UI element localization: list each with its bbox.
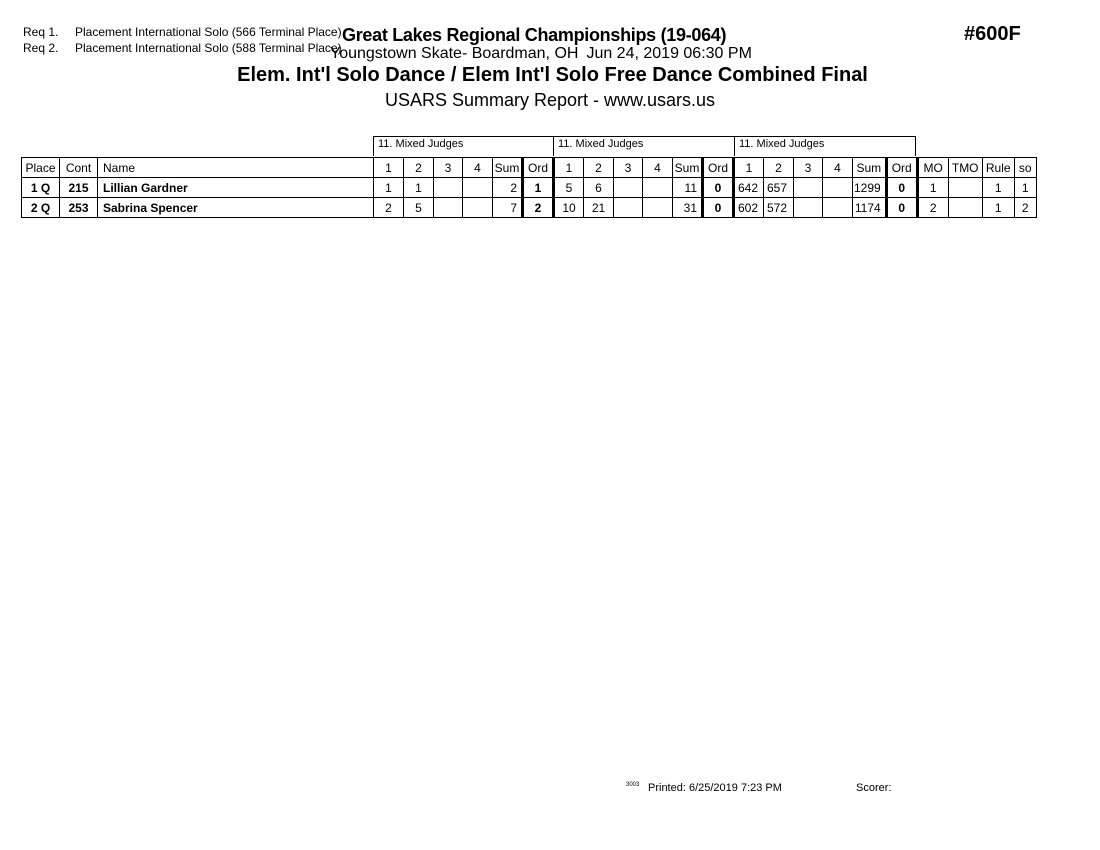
p3-sum-cell: 1299 xyxy=(853,178,887,198)
p1-judge-2-cell: 5 xyxy=(404,198,434,218)
p2-judge-3-cell xyxy=(614,178,643,198)
header-p1-judge-3: 3 xyxy=(434,158,463,178)
printed-timestamp: Printed: 6/25/2019 7:23 PM xyxy=(648,782,782,794)
footer-code: 3003 xyxy=(626,782,640,788)
report-name: USARS Summary Report - www.usars.us xyxy=(384,90,716,110)
table-header-row xyxy=(22,158,1037,178)
venue: Youngstown Skate- Boardman, OH xyxy=(330,45,579,62)
header-p2-judge-4: 4 xyxy=(643,158,673,178)
header-p3-sum: Sum xyxy=(853,158,887,178)
p3-sum-cell: 1174 xyxy=(853,198,887,218)
p1-sum-cell: 2 xyxy=(493,178,523,198)
header-place: Place xyxy=(22,158,60,178)
p1-judge-3-cell xyxy=(434,198,463,218)
p3-judge-1-cell: 602 xyxy=(734,198,764,218)
header-rule: Rule xyxy=(982,158,1014,178)
requirement-text: Placement International Solo (588 Terminal Place) xyxy=(75,41,342,55)
judge-panel-header-3: 11. Mixed Judges xyxy=(734,136,916,156)
header-p1-sum: Sum xyxy=(493,158,523,178)
header-tmo: TMO xyxy=(948,158,982,178)
p3-ord-cell: 0 xyxy=(886,178,917,198)
rule-cell: 1 xyxy=(982,178,1014,198)
event-title: Great Lakes Regional Championships (19-064) xyxy=(342,25,727,45)
header-p3-judge-2: 2 xyxy=(764,158,794,178)
p2-judge-2-cell: 21 xyxy=(584,198,614,218)
p2-sum-cell: 31 xyxy=(673,198,703,218)
p3-judge-3-cell xyxy=(794,178,823,198)
header-p3-ord: Ord xyxy=(886,158,917,178)
header-mo: MO xyxy=(917,158,948,178)
p2-judge-3-cell xyxy=(614,198,643,218)
so-cell: 1 xyxy=(1014,178,1036,198)
header-p1-judge-1: 1 xyxy=(374,158,404,178)
header-p1-judge-2: 2 xyxy=(404,158,434,178)
tmo-cell xyxy=(948,198,982,218)
p1-sum-cell: 7 xyxy=(493,198,523,218)
results-table xyxy=(21,157,1037,218)
p1-ord-cell: 1 xyxy=(523,178,554,198)
p1-ord-cell: 2 xyxy=(523,198,554,218)
p1-judge-1-cell: 2 xyxy=(374,198,404,218)
p2-sum-cell: 11 xyxy=(673,178,703,198)
header-p3-judge-4: 4 xyxy=(823,158,853,178)
table-row xyxy=(22,198,1037,218)
p3-ord-cell: 0 xyxy=(886,198,917,218)
place-cell: 2 Q xyxy=(22,198,60,218)
p2-ord-cell: 0 xyxy=(703,178,734,198)
p3-judge-4-cell xyxy=(823,178,853,198)
contestant-number-cell: 253 xyxy=(60,198,98,218)
header-p1-ord: Ord xyxy=(523,158,554,178)
p2-judge-2-cell: 6 xyxy=(584,178,614,198)
p1-judge-2-cell: 1 xyxy=(404,178,434,198)
p3-judge-4-cell xyxy=(823,198,853,218)
so-cell: 2 xyxy=(1014,198,1036,218)
event-name: Elem. Int'l Solo Dance / Elem Int'l Solo Free Dance Combined Final xyxy=(237,64,868,86)
judge-panel-header-1: 11. Mixed Judges xyxy=(373,136,554,156)
skater-name-cell: Sabrina Spencer xyxy=(98,198,374,218)
tmo-cell xyxy=(948,178,982,198)
header-p1-judge-4: 4 xyxy=(463,158,493,178)
p3-judge-2-cell: 572 xyxy=(764,198,794,218)
judge-panel-header-2: 11. Mixed Judges xyxy=(553,136,735,156)
skater-name-cell: Lillian Gardner xyxy=(98,178,374,198)
requirement-number: Req 1. xyxy=(23,25,59,39)
header-name: Name xyxy=(98,158,374,178)
header-p3-judge-3: 3 xyxy=(794,158,823,178)
p1-judge-3-cell xyxy=(434,178,463,198)
p3-judge-1-cell: 642 xyxy=(734,178,764,198)
venue-line xyxy=(330,45,752,63)
event-datetime: Jun 24, 2019 06:30 PM xyxy=(586,45,752,62)
p2-ord-cell: 0 xyxy=(703,198,734,218)
header-p3-judge-1: 1 xyxy=(734,158,764,178)
header-p2-sum: Sum xyxy=(673,158,703,178)
mo-cell: 1 xyxy=(917,178,948,198)
rule-cell: 1 xyxy=(982,198,1014,218)
p1-judge-4-cell xyxy=(463,178,493,198)
mo-cell: 2 xyxy=(917,198,948,218)
requirement-text: Placement International Solo (566 Terminal Place) xyxy=(75,25,342,39)
contestant-number-cell: 215 xyxy=(60,178,98,198)
event-number: #600F xyxy=(964,23,1021,45)
p3-judge-3-cell xyxy=(794,198,823,218)
header-cont: Cont xyxy=(60,158,98,178)
scorer-label: Scorer: xyxy=(856,782,892,794)
p1-judge-1-cell: 1 xyxy=(374,178,404,198)
p2-judge-4-cell xyxy=(643,178,673,198)
requirement-number: Req 2. xyxy=(23,41,59,55)
requirement-2 xyxy=(23,41,342,55)
requirement-1 xyxy=(23,25,342,39)
header-p2-judge-2: 2 xyxy=(584,158,614,178)
header-p2-judge-3: 3 xyxy=(614,158,643,178)
p1-judge-4-cell xyxy=(463,198,493,218)
header-p2-judge-1: 1 xyxy=(554,158,584,178)
table-row xyxy=(22,178,1037,198)
header-p2-ord: Ord xyxy=(703,158,734,178)
p2-judge-4-cell xyxy=(643,198,673,218)
header-so: so xyxy=(1014,158,1036,178)
p2-judge-1-cell: 10 xyxy=(554,198,584,218)
p2-judge-1-cell: 5 xyxy=(554,178,584,198)
p3-judge-2-cell: 657 xyxy=(764,178,794,198)
place-cell: 1 Q xyxy=(22,178,60,198)
